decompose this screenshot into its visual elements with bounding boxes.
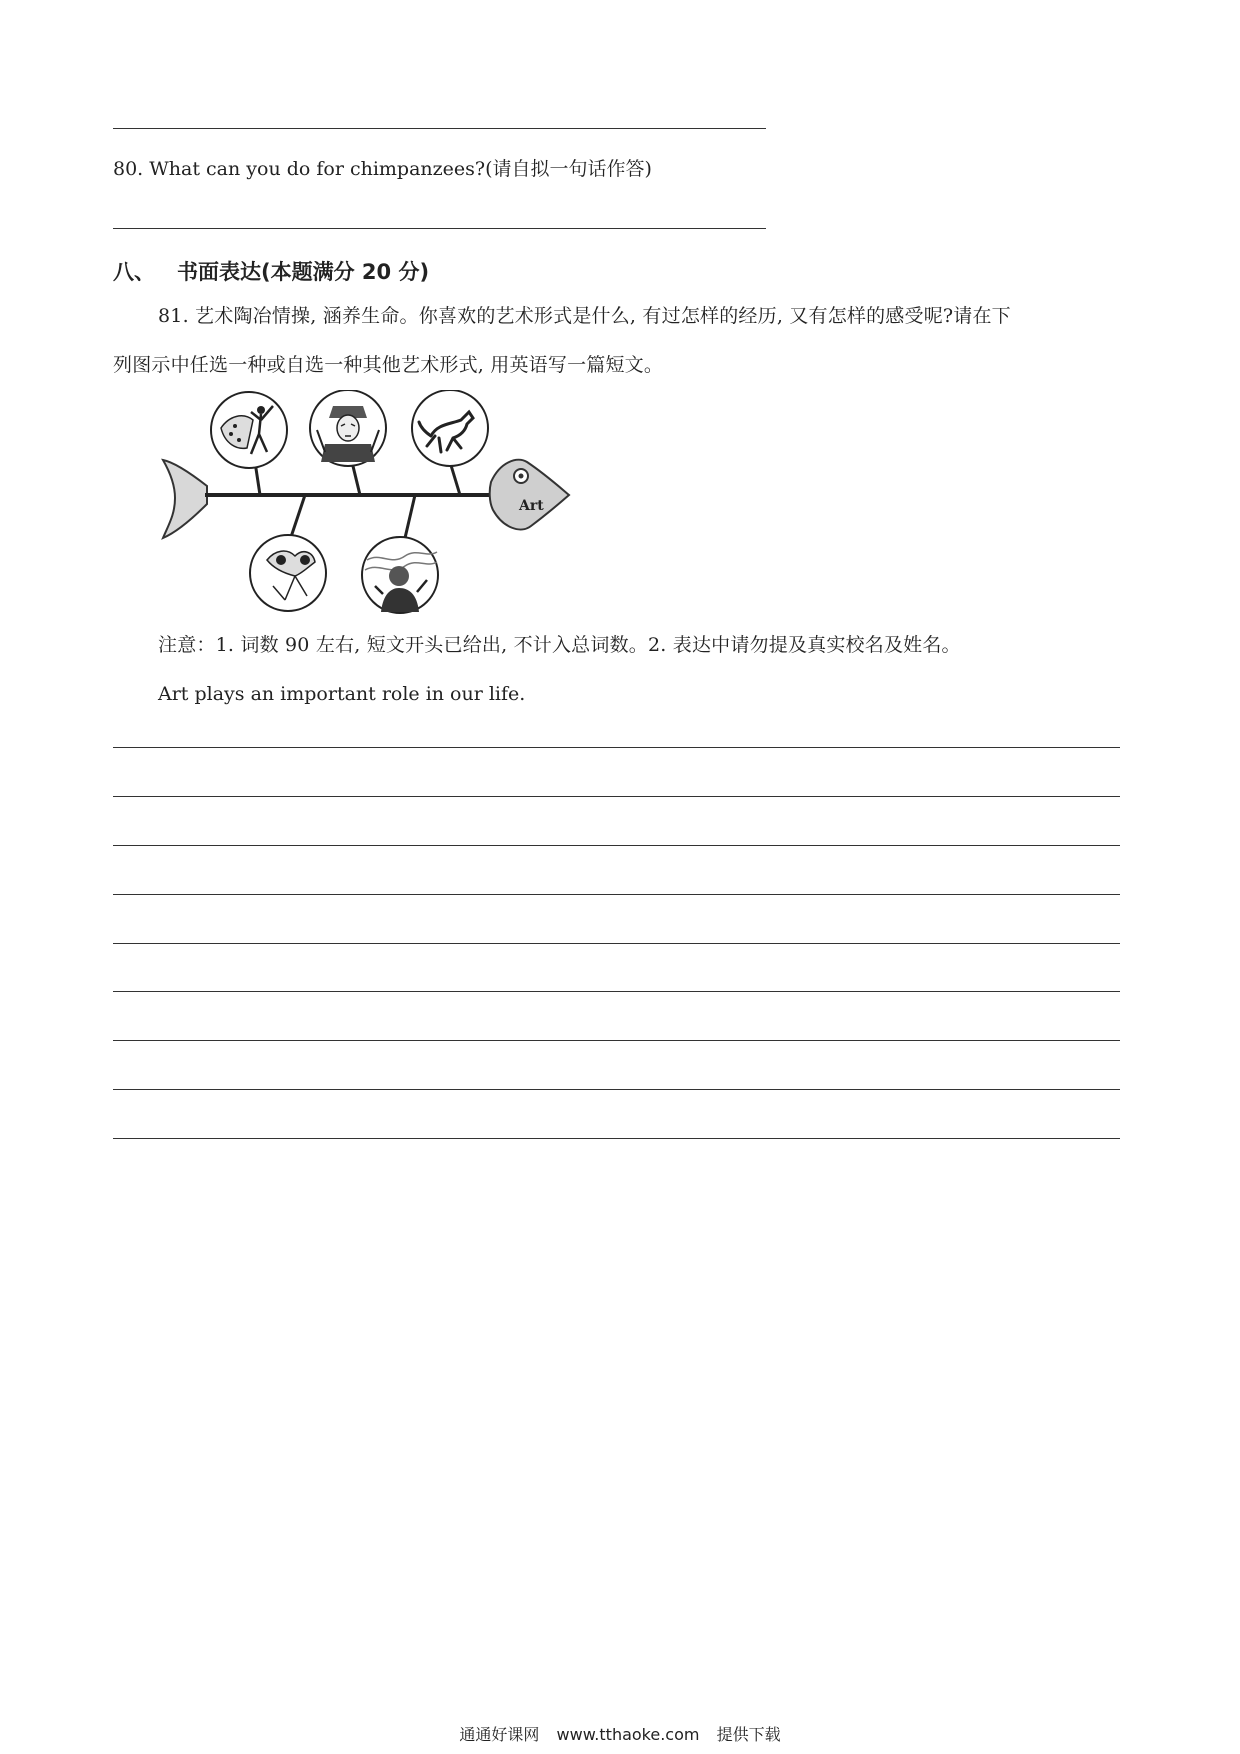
kite-icon (250, 535, 326, 611)
writing-line[interactable] (113, 845, 1120, 846)
footer-suffix: 提供下载 (716, 1725, 781, 1744)
fish-eye-pupil (519, 474, 524, 479)
fish-label: Art (519, 498, 544, 514)
horse-painting-icon (412, 390, 488, 466)
section-heading (113, 256, 429, 286)
writing-line[interactable] (113, 894, 1120, 895)
fish-head (490, 460, 569, 530)
writing-line[interactable] (113, 943, 1120, 944)
section-title: 书面表达(本题满分 20 分) (177, 260, 430, 284)
writing-opening-sentence: Art plays an important role in our life. (158, 683, 526, 705)
answer-line-q79[interactable] (113, 128, 766, 129)
musician-icon (362, 537, 438, 613)
bone-upper-2 (352, 462, 360, 495)
writing-line[interactable] (113, 796, 1120, 797)
question-80: 80. What can you do for chimpanzees?(请自拟一句话作答) (113, 158, 652, 180)
writing-line[interactable] (113, 1089, 1120, 1090)
bone-lower-2 (405, 495, 415, 538)
question-81-line2: 列图示中任选一种或自选一种其他艺术形式, 用英语写一篇短文。 (113, 354, 664, 376)
footer-url[interactable]: www.tthaoke.com (556, 1725, 700, 1744)
writing-line[interactable] (113, 1040, 1120, 1041)
page-footer (0, 1722, 1240, 1745)
writing-line[interactable] (113, 1138, 1120, 1139)
question-81-line1: 81. 艺术陶冶情操, 涵养生命。你喜欢的艺术形式是什么, 有过怎样的经历, 又有怎样的感受呢?请在下 (158, 305, 1011, 327)
peking-opera-icon (310, 390, 386, 466)
footer-site-name: 通通好课网 (459, 1725, 540, 1744)
fish-tail (163, 460, 207, 538)
section-number: 八、 (113, 260, 155, 284)
art-fishbone-figure (155, 390, 575, 615)
bone-lower-1 (290, 495, 305, 540)
writing-line[interactable] (113, 991, 1120, 992)
writing-line[interactable] (113, 747, 1120, 748)
answer-line-q80[interactable] (113, 228, 766, 229)
writing-note: 注意：1. 词数 90 左右, 短文开头已给出, 不计入总词数。2. 表达中请勿提及真实校名及姓名。 (158, 634, 961, 656)
ballet-dancer-icon (211, 392, 287, 468)
